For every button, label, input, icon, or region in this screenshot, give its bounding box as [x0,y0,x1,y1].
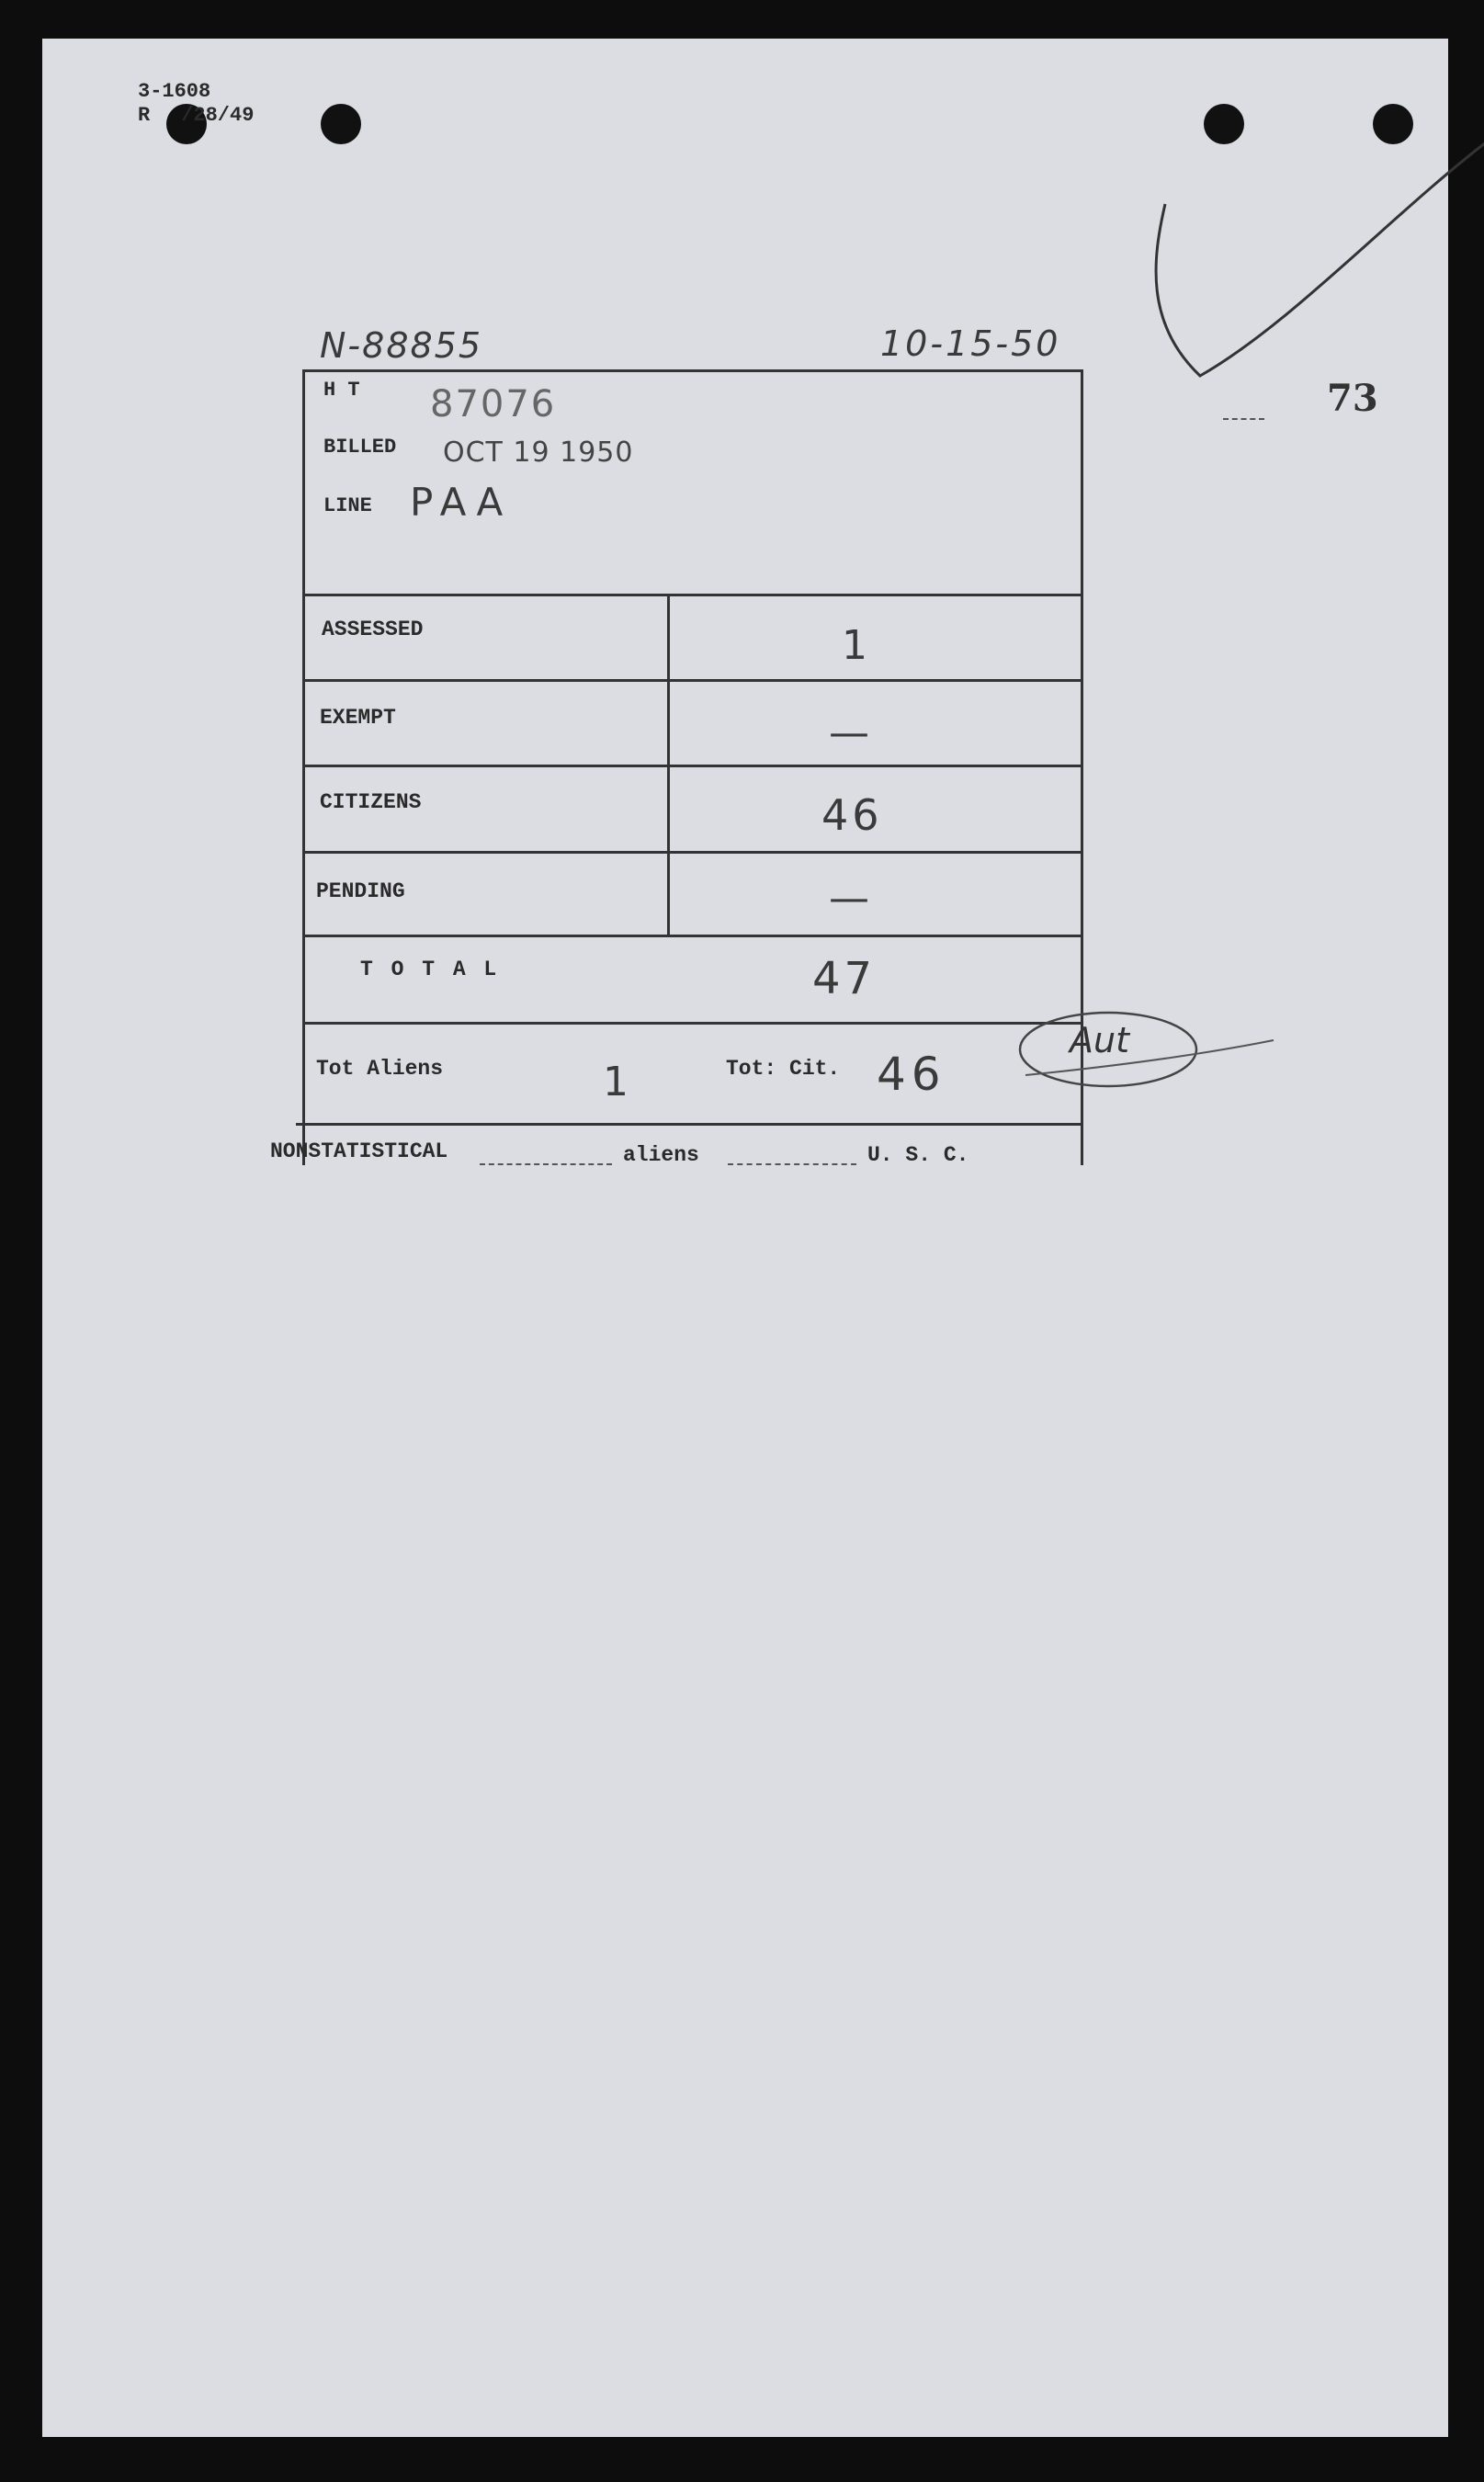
row-separator-header [302,594,1083,596]
row-label-exempt: EXEMPT [320,706,396,730]
file-number: N-88855 [320,325,483,366]
punch-hole-2 [321,104,361,144]
row-separator-3 [302,851,1083,854]
row-value-assessed: 1 [842,622,867,669]
checkmark-mark [1145,94,1484,388]
aliens-label: aliens [623,1143,699,1167]
form-date-code: /28/49 [181,104,255,127]
initials: Aut [1070,1020,1129,1060]
total-value: 47 [812,953,877,1004]
total-label: T O T A L [360,958,500,981]
line-value: PAA [410,480,513,525]
aliens-blank [728,1163,856,1165]
form-revision [138,104,254,128]
tot-citizens-value: 46 [877,1048,946,1101]
usc-label: U. S. C. [867,1143,969,1167]
row-separator-4 [302,935,1083,937]
row-label-citizens: CITIZENS [320,790,422,814]
row-separator-total [302,1022,1083,1025]
row-label-assessed: ASSESSED [322,618,424,641]
box-left-border [302,369,305,1165]
row-value-pending: — [829,875,869,922]
tot-citizens-label: Tot: Cit. [726,1057,841,1081]
document-page [42,39,1448,2437]
row-label-pending: PENDING [316,879,405,903]
row-value-citizens: 46 [821,790,883,840]
billed-date-stamp: OCT 19 1950 [443,436,634,469]
form-number [138,80,254,128]
row-separator-1 [302,679,1083,682]
ht-value: 87076 [430,383,557,425]
billed-label: BILLED [323,436,397,459]
tot-aliens-value: 1 [603,1059,629,1105]
ht-label: H T [323,379,360,402]
handwritten-date: 10-15-50 [880,323,1061,364]
form-number-line2: R [138,104,151,127]
margin-dash [1223,418,1264,420]
nonstatistical-label: NONSTATISTICAL [270,1139,448,1163]
line-label: LINE [323,494,372,517]
row-separator-2 [302,765,1083,767]
page-number: 73 [1327,377,1378,420]
box-bottom-border-2 [296,1124,1083,1125]
tot-aliens-label: Tot Aliens [316,1057,444,1081]
box-top-border [302,369,1083,372]
form-number-line1: 3-1608 [138,80,211,103]
column-divider [667,594,670,935]
initials-circle [1007,1003,1283,1114]
row-value-exempt: — [829,709,869,756]
nonstatistical-blank [480,1163,612,1165]
